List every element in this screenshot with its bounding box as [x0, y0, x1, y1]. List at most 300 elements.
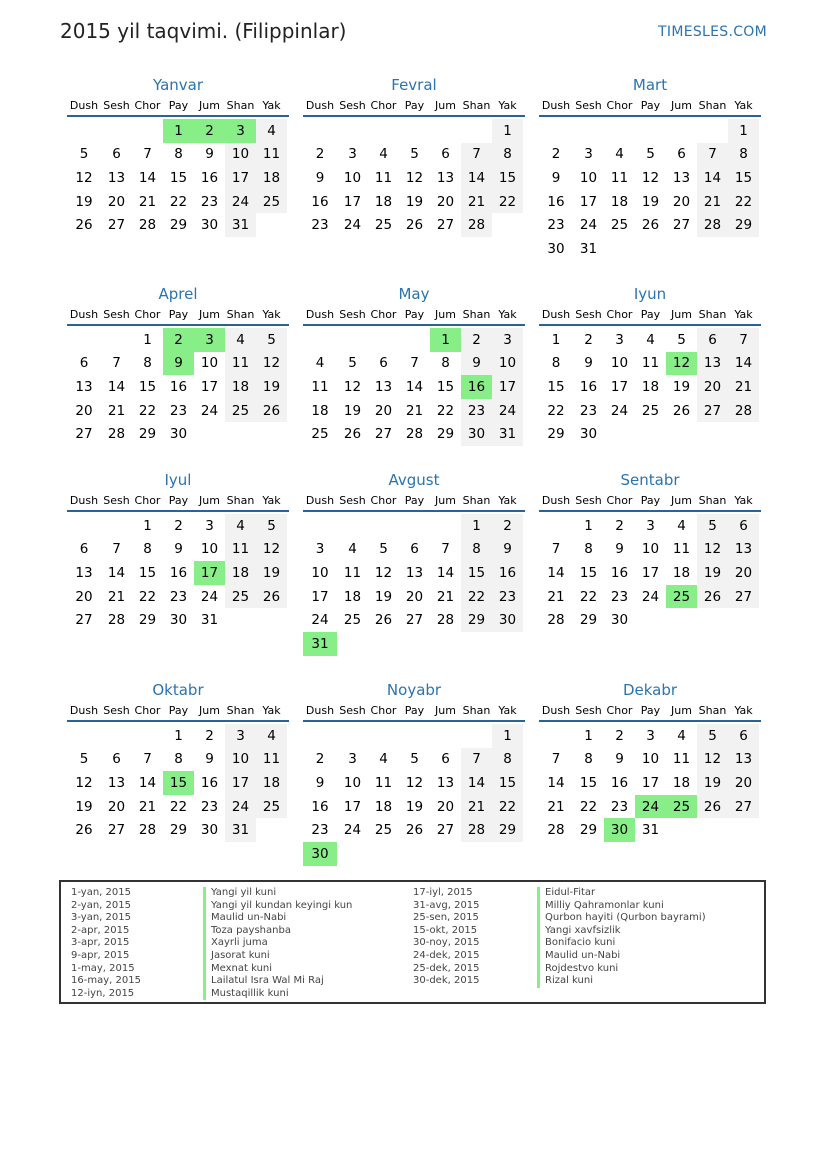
weekday-label: Pay: [640, 494, 661, 507]
day-cell: 22: [579, 798, 598, 815]
day-cell: 8: [551, 355, 561, 372]
day-cell: 17: [610, 378, 629, 395]
day-cell: 14: [461, 771, 492, 795]
day-cell: 15: [579, 564, 598, 581]
day-cell: 5: [697, 514, 728, 538]
holiday-day-cell: 30: [604, 818, 635, 842]
day-cell: 2: [205, 727, 214, 744]
day-cell: 16: [492, 561, 523, 585]
day-cell: 12: [697, 538, 728, 562]
day-cell: 8: [584, 751, 593, 768]
day-cell: 17: [492, 375, 523, 399]
day-cell: 31: [200, 612, 219, 629]
day-cell: 27: [107, 822, 126, 839]
day-cell: 9: [461, 352, 492, 376]
day-cell: 10: [492, 352, 523, 376]
weekday-label: Yak: [498, 99, 517, 112]
day-cell: 6: [112, 751, 121, 768]
day-cell: 5: [410, 146, 419, 163]
day-cell: 23: [200, 798, 219, 815]
weekday-label: Chor: [370, 704, 397, 717]
weekday-label: Pay: [168, 494, 189, 507]
weekday-header: [67, 306, 289, 326]
day-cell: 30: [547, 240, 565, 257]
day-grid: [539, 514, 761, 632]
day-cell: 5: [348, 355, 357, 372]
day-cell: 15: [138, 378, 157, 395]
weekday-label: Jum: [199, 99, 220, 112]
day-cell: 8: [174, 751, 183, 768]
day-cell: 11: [672, 541, 691, 558]
day-cell: 27: [672, 217, 691, 234]
day-cell: 26: [256, 585, 287, 609]
day-cell: 11: [256, 143, 287, 167]
empty-day-cell: [67, 328, 101, 352]
empty-day-cell: [368, 328, 399, 352]
day-grid: [539, 328, 761, 446]
legend-holiday-name: Eidul-Fitar: [537, 887, 706, 900]
day-cell: 9: [315, 774, 325, 791]
day-cell: 18: [225, 561, 256, 585]
weekday-label: Yak: [262, 308, 281, 321]
day-cell: 4: [315, 355, 325, 372]
day-cell: 21: [107, 588, 126, 605]
holiday-day-cell: 3: [194, 328, 225, 352]
day-cell: 23: [547, 217, 565, 234]
day-cell: 11: [311, 378, 329, 395]
empty-day-cell: [101, 119, 132, 143]
weekday-label: Pay: [404, 494, 425, 507]
day-cell: 30: [492, 608, 523, 632]
day-cell: 27: [436, 217, 455, 234]
day-cell: 8: [584, 541, 593, 558]
legend-right-names: [537, 887, 706, 988]
day-cell: 15: [436, 378, 455, 395]
legend-date: 12-iyn, 2015: [71, 987, 135, 999]
day-cell: 12: [256, 352, 287, 376]
legend-date: 16-may, 2015: [71, 975, 141, 987]
weekday-label: Shan: [226, 308, 255, 321]
day-cell: 8: [143, 355, 152, 372]
day-cell: 29: [579, 822, 598, 839]
day-cell: 16: [169, 378, 188, 395]
day-cell: 7: [461, 748, 492, 772]
day-cell: 2: [492, 514, 523, 538]
day-cell: 2: [315, 751, 325, 768]
day-cell: 23: [610, 588, 629, 605]
day-cell: 11: [225, 538, 256, 562]
day-cell: 8: [441, 355, 450, 372]
weekday-label: Chor: [134, 494, 161, 507]
day-cell: 1: [584, 517, 593, 534]
day-cell: 22: [461, 585, 492, 609]
weekday-label: Dush: [305, 308, 335, 321]
month-block: [67, 675, 289, 842]
day-cell: 26: [641, 217, 660, 234]
day-cell: 14: [461, 166, 492, 190]
day-cell: 27: [75, 612, 93, 629]
day-cell: 22: [138, 588, 157, 605]
day-cell: 24: [200, 402, 219, 419]
empty-day-cell: [337, 328, 368, 352]
day-cell: 16: [200, 169, 219, 186]
day-cell: 7: [441, 541, 450, 558]
day-cell: 27: [697, 399, 728, 423]
day-cell: 16: [311, 798, 329, 815]
day-cell: 27: [728, 795, 759, 819]
day-cell: 11: [225, 352, 256, 376]
day-cell: 17: [579, 193, 598, 210]
empty-day-cell: [539, 724, 573, 748]
day-cell: 28: [461, 213, 492, 237]
empty-day-cell: [461, 119, 492, 143]
day-cell: 16: [547, 193, 565, 210]
day-cell: 31: [225, 818, 256, 842]
day-cell: 14: [107, 378, 126, 395]
day-cell: 19: [405, 193, 424, 210]
day-cell: 5: [256, 328, 287, 352]
day-cell: 13: [697, 352, 728, 376]
day-cell: 9: [315, 169, 325, 186]
legend-date: 31-avg, 2015: [413, 899, 480, 911]
legend-holiday-name: Maulid un-Nabi: [537, 950, 706, 963]
day-cell: 13: [728, 748, 759, 772]
legend-date: 24-dek, 2015: [413, 949, 480, 961]
empty-day-cell: [399, 328, 430, 352]
day-cell: 28: [436, 612, 455, 629]
holiday-day-cell: 25: [666, 795, 697, 819]
day-cell: 23: [579, 402, 598, 419]
day-cell: 15: [138, 564, 157, 581]
weekday-label: Pay: [404, 308, 425, 321]
weekday-label: Sesh: [103, 308, 130, 321]
holiday-day-cell: 16: [461, 375, 492, 399]
day-cell: 25: [374, 822, 393, 839]
empty-day-cell: [368, 724, 399, 748]
day-cell: 26: [405, 217, 424, 234]
day-cell: 20: [728, 771, 759, 795]
day-cell: 18: [256, 771, 287, 795]
day-cell: 4: [379, 751, 388, 768]
day-cell: 17: [343, 193, 362, 210]
day-cell: 25: [256, 795, 287, 819]
day-cell: 19: [75, 798, 93, 815]
empty-day-cell: [430, 514, 461, 538]
day-cell: 16: [610, 564, 629, 581]
day-cell: 18: [610, 193, 629, 210]
day-grid: [67, 514, 289, 632]
day-cell: 13: [107, 169, 126, 186]
day-cell: 20: [107, 193, 126, 210]
legend-left-names: [203, 887, 352, 1000]
weekday-label: Pay: [168, 308, 189, 321]
holiday-day-cell: 9: [163, 352, 194, 376]
day-cell: 7: [697, 143, 728, 167]
day-cell: 22: [138, 402, 157, 419]
day-cell: 17: [641, 564, 660, 581]
empty-day-cell: [303, 724, 337, 748]
weekday-label: Sesh: [339, 494, 366, 507]
day-cell: 20: [75, 402, 93, 419]
weekday-label: Shan: [462, 99, 491, 112]
day-cell: 25: [256, 190, 287, 214]
day-cell: 7: [551, 541, 561, 558]
day-cell: 24: [343, 217, 362, 234]
day-cell: 3: [646, 727, 655, 744]
day-cell: 3: [584, 146, 593, 163]
day-cell: 12: [75, 774, 93, 791]
weekday-label: Yak: [498, 704, 517, 717]
day-cell: 24: [641, 588, 660, 605]
weekday-label: Chor: [370, 308, 397, 321]
day-cell: 19: [697, 561, 728, 585]
day-cell: 25: [225, 585, 256, 609]
empty-day-cell: [368, 514, 399, 538]
day-cell: 10: [225, 143, 256, 167]
legend-holiday-name: Rizal kuni: [537, 975, 706, 988]
holiday-day-cell: 17: [194, 561, 225, 585]
day-cell: 4: [256, 724, 287, 748]
empty-day-cell: [337, 514, 368, 538]
day-cell: 14: [547, 774, 565, 791]
weekday-label: Yak: [734, 308, 753, 321]
weekday-header: [303, 306, 525, 326]
day-cell: 14: [436, 564, 455, 581]
holiday-day-cell: 15: [163, 771, 194, 795]
day-cell: 22: [728, 190, 759, 214]
day-cell: 5: [677, 331, 686, 348]
weekday-label: Shan: [462, 308, 491, 321]
legend-date: 9-apr, 2015: [71, 949, 130, 961]
day-cell: 1: [728, 119, 759, 143]
day-cell: 13: [405, 564, 424, 581]
day-cell: 23: [311, 822, 329, 839]
day-cell: 5: [256, 514, 287, 538]
month-name: Mart: [632, 76, 668, 94]
weekday-label: Dush: [541, 308, 571, 321]
day-cell: 25: [311, 426, 329, 443]
day-cell: 21: [107, 402, 126, 419]
page-title: 2015 yil taqvimi. (Filippinlar): [60, 19, 347, 43]
day-cell: 6: [697, 328, 728, 352]
weekday-label: Shan: [226, 99, 255, 112]
day-cell: 14: [405, 378, 424, 395]
empty-day-cell: [67, 724, 101, 748]
day-cell: 18: [256, 166, 287, 190]
day-cell: 28: [107, 612, 126, 629]
weekday-label: Dush: [69, 99, 99, 112]
day-cell: 25: [374, 217, 393, 234]
day-cell: 14: [138, 774, 157, 791]
day-cell: 19: [405, 798, 424, 815]
day-cell: 11: [672, 751, 691, 768]
day-cell: 13: [374, 378, 393, 395]
day-cell: 11: [374, 774, 393, 791]
day-cell: 15: [169, 169, 188, 186]
day-cell: 27: [374, 426, 393, 443]
legend-holiday-name: Lailatul Isra Wal Mi Raj: [203, 975, 352, 988]
month-block: [67, 70, 289, 237]
empty-day-cell: [666, 119, 697, 143]
day-cell: 12: [343, 378, 362, 395]
day-cell: 4: [225, 328, 256, 352]
month-name: Oktabr: [152, 681, 204, 699]
brand-logo-link[interactable]: TIMESLES.COM: [658, 24, 767, 40]
weekday-label: Chor: [606, 494, 633, 507]
weekday-label: Pay: [404, 99, 425, 112]
day-cell: 23: [610, 798, 629, 815]
day-cell: 17: [200, 378, 219, 395]
day-cell: 28: [547, 822, 565, 839]
day-cell: 26: [405, 822, 424, 839]
day-grid: [303, 119, 525, 237]
month-block: [303, 70, 525, 237]
day-cell: 6: [677, 146, 686, 163]
weekday-header: [67, 702, 289, 722]
legend-date: 2-apr, 2015: [71, 924, 130, 936]
legend-holiday-name: Rojdestvo kuni: [537, 963, 706, 976]
month-block: [539, 279, 761, 446]
day-cell: 7: [143, 146, 152, 163]
day-cell: 14: [107, 564, 126, 581]
holiday-day-cell: 2: [163, 328, 194, 352]
day-grid: [67, 328, 289, 446]
day-cell: 30: [579, 426, 598, 443]
day-cell: 17: [225, 771, 256, 795]
day-cell: 26: [374, 612, 393, 629]
day-cell: 2: [615, 517, 624, 534]
legend-date: 25-sen, 2015: [413, 912, 479, 924]
month-name: May: [398, 285, 430, 303]
weekday-label: Shan: [698, 99, 727, 112]
day-cell: 4: [677, 727, 686, 744]
empty-day-cell: [697, 119, 728, 143]
legend-holiday-name: Maulid un-Nabi: [203, 912, 352, 925]
day-grid: [303, 514, 525, 656]
day-cell: 14: [547, 564, 565, 581]
day-cell: 30: [169, 426, 188, 443]
day-cell: 22: [579, 588, 598, 605]
day-cell: 20: [107, 798, 126, 815]
weekday-label: Chor: [606, 308, 633, 321]
day-cell: 1: [551, 331, 561, 348]
day-cell: 13: [672, 169, 691, 186]
weekday-label: Yak: [498, 494, 517, 507]
weekday-label: Sesh: [103, 704, 130, 717]
legend-holiday-name: Yangi yil kuni: [203, 887, 352, 900]
day-cell: 18: [343, 588, 362, 605]
day-cell: 24: [610, 402, 629, 419]
day-cell: 9: [174, 541, 183, 558]
day-cell: 18: [374, 798, 393, 815]
month-name: Noyabr: [386, 681, 442, 699]
day-cell: 23: [492, 585, 523, 609]
day-cell: 29: [579, 612, 598, 629]
day-cell: 5: [79, 146, 89, 163]
day-cell: 29: [547, 426, 565, 443]
day-cell: 17: [311, 588, 329, 605]
day-cell: 7: [410, 355, 419, 372]
weekday-label: Jum: [435, 704, 456, 717]
day-cell: 6: [441, 751, 450, 768]
day-cell: 28: [138, 217, 157, 234]
empty-day-cell: [368, 119, 399, 143]
weekday-label: Shan: [698, 704, 727, 717]
empty-day-cell: [132, 119, 163, 143]
day-cell: 6: [728, 724, 759, 748]
weekday-label: Jum: [199, 308, 220, 321]
day-cell: 10: [200, 355, 219, 372]
weekday-label: Shan: [226, 494, 255, 507]
day-cell: 24: [200, 588, 219, 605]
legend-date: 30-noy, 2015: [413, 937, 480, 949]
day-cell: 16: [610, 774, 629, 791]
day-cell: 29: [138, 612, 157, 629]
day-cell: 7: [143, 751, 152, 768]
weekday-label: Dush: [541, 704, 571, 717]
day-cell: 30: [200, 822, 219, 839]
day-cell: 15: [492, 771, 523, 795]
day-cell: 7: [551, 751, 561, 768]
day-cell: 15: [579, 774, 598, 791]
day-cell: 13: [75, 564, 93, 581]
empty-day-cell: [303, 328, 337, 352]
month-block: [303, 675, 525, 866]
day-cell: 10: [343, 169, 362, 186]
day-cell: 4: [646, 331, 655, 348]
weekday-label: Yak: [262, 494, 281, 507]
weekday-label: Shan: [698, 308, 727, 321]
day-cell: 26: [75, 822, 93, 839]
day-cell: 21: [728, 375, 759, 399]
month-name: Fevral: [391, 76, 437, 94]
weekday-label: Dush: [69, 494, 99, 507]
holiday-day-cell: 12: [666, 352, 697, 376]
weekday-header: [539, 306, 761, 326]
day-cell: 17: [641, 774, 660, 791]
legend-holiday-name: Yangi yil kundan keyingi kun: [203, 900, 352, 913]
day-cell: 6: [79, 541, 89, 558]
day-cell: 9: [584, 355, 593, 372]
day-cell: 16: [169, 564, 188, 581]
day-cell: 26: [343, 426, 362, 443]
day-cell: 12: [697, 748, 728, 772]
day-cell: 28: [697, 213, 728, 237]
empty-day-cell: [67, 119, 101, 143]
day-cell: 12: [256, 538, 287, 562]
day-cell: 20: [405, 588, 424, 605]
month-block: [539, 70, 761, 261]
month-name: Sentabr: [620, 471, 680, 489]
legend-date: 1-yan, 2015: [71, 887, 131, 898]
legend-date: 25-dek, 2015: [413, 962, 480, 974]
day-cell: 12: [405, 774, 424, 791]
weekday-label: Shan: [698, 494, 727, 507]
day-grid: [539, 724, 761, 842]
day-cell: 6: [379, 355, 388, 372]
day-cell: 19: [75, 193, 93, 210]
legend-holiday-name: Qurbon hayiti (Qurbon bayrami): [537, 912, 706, 925]
day-cell: 31: [579, 240, 598, 257]
empty-day-cell: [337, 119, 368, 143]
empty-day-cell: [399, 514, 430, 538]
day-cell: 3: [315, 541, 325, 558]
day-cell: 29: [728, 213, 759, 237]
holiday-day-cell: 30: [303, 842, 337, 866]
day-cell: 28: [728, 399, 759, 423]
weekday-label: Yak: [734, 704, 753, 717]
day-cell: 7: [461, 143, 492, 167]
